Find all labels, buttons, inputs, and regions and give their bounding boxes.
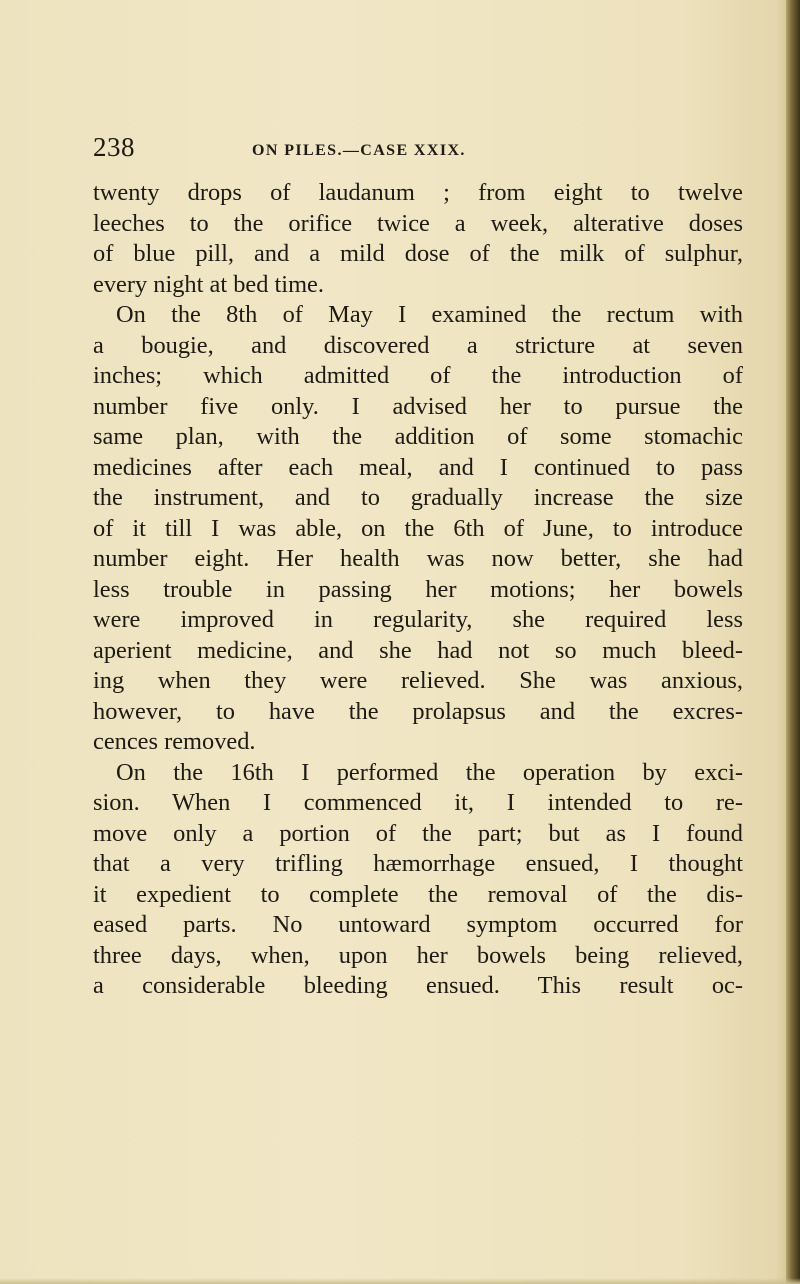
text-line: however, to have the prolapsus and the excres- [93,697,743,725]
text-line: cences removed. [93,728,256,755]
text-line: it expedient to complete the removal of the dis- [93,880,743,908]
page-header [0,132,800,172]
running-head: ON PILES.—CASE XXIX. [252,142,466,159]
body-text [93,178,743,1002]
page-bottom-edge [0,1278,800,1284]
text-line: same plan, with the addition of some stomachic [93,423,743,450]
text-line: every night at bed time. [93,270,324,298]
text-line: number five only. I advised her to pursue the [93,392,743,420]
text-line: the instrument, and to gradually increase the size [93,484,743,511]
text-line: sion. When I commenced it, I intended to re- [93,789,743,816]
text-line: three days, when, upon her bowels being relieved, [93,941,743,969]
page-binding-edge [786,0,800,1284]
text-line: less trouble in passing her motions; her bowels [93,575,743,603]
text-line: inches; which admitted of the introduction of [93,362,743,389]
text-line: move only a portion of the part; but as I found [93,819,743,847]
text-line: leeches to the orifice twice a week, alterative doses [93,209,743,237]
text-line: twenty drops of laudanum ; from eight to twelve [93,179,743,206]
text-line: On the 16th I performed the operation by exci- [116,758,743,786]
text-line: medicines after each meal, and I continued to pass [93,453,743,481]
text-line: a considerable bleeding ensued. This result oc- [93,972,743,999]
text-line: a bougie, and discovered a stricture at seven [93,331,743,359]
text-line: On the 8th of May I examined the rectum with [116,301,743,328]
text-line: of it till I was able, on the 6th of June, to introduce [93,514,743,542]
text-line: number eight. Her health was now better, she had [93,545,743,572]
text-line: aperient medicine, and she had not so much bleed- [93,636,743,664]
text-line: ing when they were relieved. She was anxious, [93,667,743,694]
text-line: eased parts. No untoward symptom occurred for [93,911,743,938]
text-line: were improved in regularity, she required less [93,606,743,633]
page-number: 238 [93,132,135,162]
text-line: of blue pill, and a mild dose of the milk of sulphur, [93,240,743,267]
text-line: that a very trifling hæmorrhage ensued, I thought [93,850,743,877]
